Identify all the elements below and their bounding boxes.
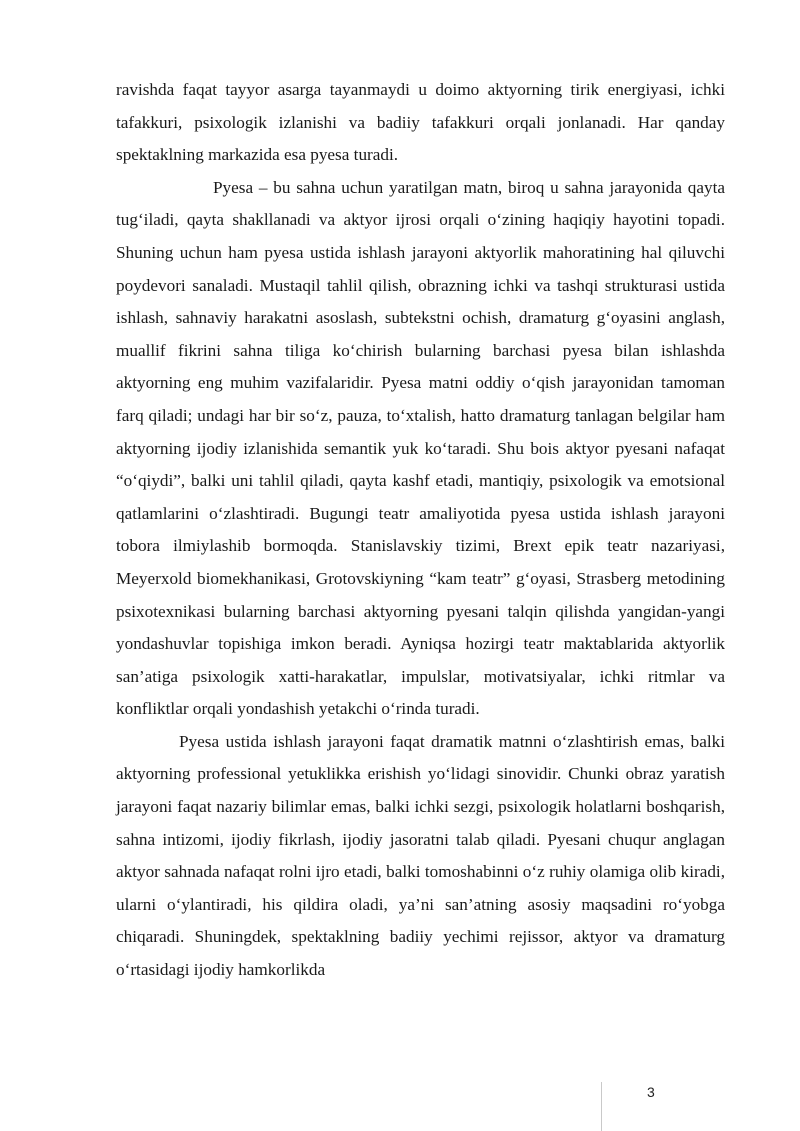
paragraph-continuation: ravishda faqat tayyor asarga tayanmaydi u doimo aktyorning tirik energiyasi, ichki tafakkuri, psixologik izlanishi va badiiy tafakkuri orqali jonlanadi. Har qanday spektaklning markazida esa pyesa turadi. <box>116 80 725 165</box>
text-body <box>116 74 725 987</box>
footer-divider <box>601 1082 602 1131</box>
page-footer <box>600 1082 680 1131</box>
paragraph-pyesa-definition: Pyesa – bu sahna uchun yaratilgan matn, biroq u sahna jarayonida qayta tug‘iladi, qayta shakllanadi va aktyor ijrosi orqali o‘zining haqiqiy hayotini topadi. Shuning uchun ham pyesa ustida ishlash jarayoni aktyorlik mahoratining hal qiluvchi poydevori sanaladi. Mustaqil tahlil qilish, obrazning ichki va tashqi strukturasi ustida ishlash, sahnaviy harakatni asoslash, subtekstni ochish, dramaturg g‘oyasini anglash, muallif fikrini sahna tiliga ko‘chirish bularning barchasi pyesa bilan ishlashda aktyorning eng muhim vazifalaridir. Pyesa matni oddiy o‘qish jarayonidan tamoman farq qiladi; undagi har bir so‘z, pauza, to‘xtalish, hatto dramaturg tanlagan belgilar ham aktyorning ijodiy izlanishida semantik yuk ko‘taradi. Shu bois aktyor pyesani nafaqat “o‘qiydi”, balki uni tahlil qiladi, qayta kashf etadi, mantiqiy, psixologik va emotsional qatlamlarini o‘zlashtiradi. Bugungi teatr amaliyotida pyesa ustida ishlash jarayoni tobora ilmiylashib bormoqda. Stanislavskiy tizimi, Brext epik teatr nazariyasi, Meyerxold biomekhanikasi, Grotovskiyning “kam teatr” g‘oyasi, Strasberg metodining psixotexnikasi bularning barchasi aktyorning pyesani talqin qilishda yangidan-yangi yondashuvlar topishiga imkon beradi. Ayniqsa hozirgi teatr maktablarida aktyorlik san’atiga psixologik xatti-harakatlar, impulslar, motivatsiyalar, ichki ritmlar va konfliktlar orqali yondashish yetakchi o‘rinda turadi. <box>116 177 725 719</box>
page-number: 3 <box>647 1084 655 1100</box>
paragraph-pyesa-process: Pyesa ustida ishlash jarayoni faqat dramatik matnni o‘zlashtirish emas, balki aktyorning professional yetuklikka erishish yo‘lidagi sinovidir. Chunki obraz yaratish jarayoni faqat nazariy bilimlar emas, balki ichki sezgi, psixologik holatlarni boshqarish, sahna intizomi, ijodiy fikrlash, ijodiy jasoratni talab qiladi. Pyesani chuqur anglagan aktyor sahnada nafaqat rolni ijro etadi, balki tomoshabinni o‘z ruhiy olamiga olib kiradi, ularni o‘ylantiradi, his qildira oladi, ya’ni san’atning asosiy maqsadini ro‘yobga chiqaradi. Shuningdek, spektaklning badiiy yechimi rejissor, aktyor va dramaturg o‘rtasidagi ijodiy hamkorlikda <box>116 731 725 980</box>
